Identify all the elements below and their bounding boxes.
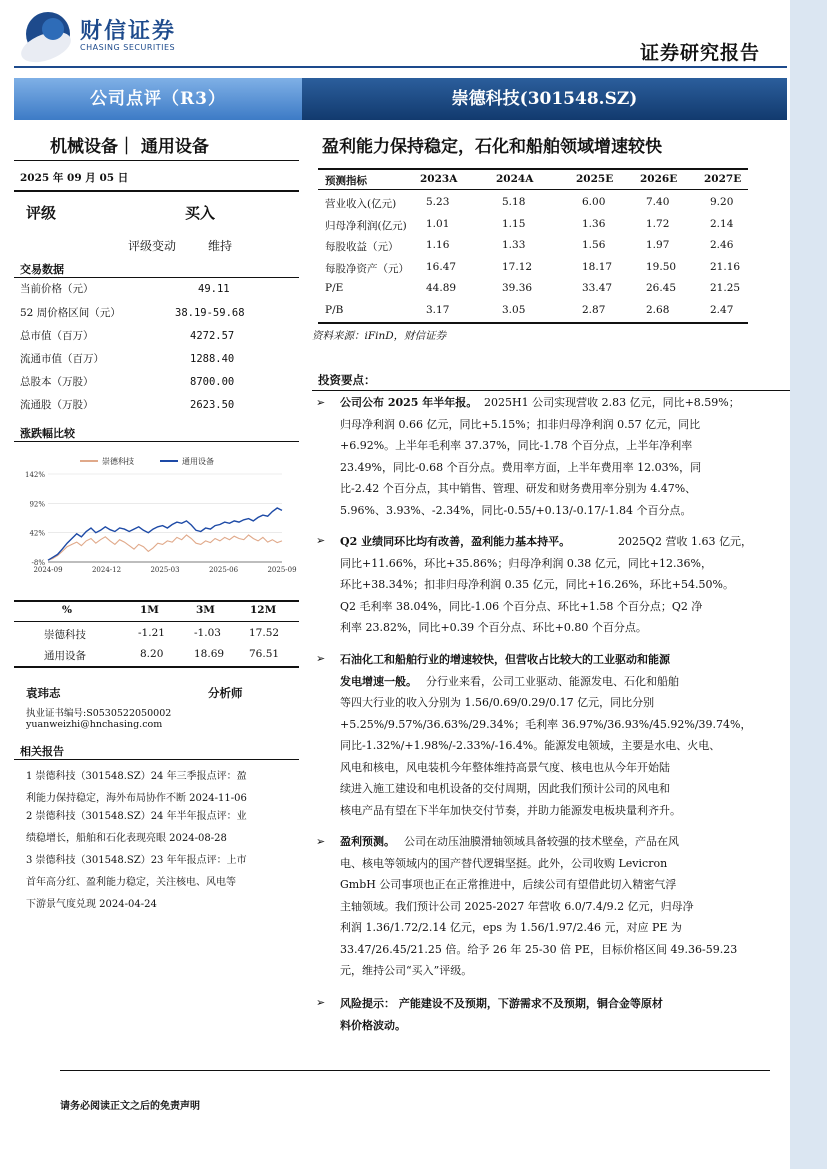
trading-value: 2623.50 bbox=[190, 399, 235, 411]
perf-cell: -1.21 bbox=[138, 627, 165, 639]
forecast-cell: 1.97 bbox=[646, 239, 670, 251]
divider bbox=[318, 322, 748, 324]
point-line: 等四大行业的收入分别为 1.56/0.69/0.29/0.17 亿元，同比分别 bbox=[340, 696, 655, 709]
forecast-cell: 1.16 bbox=[426, 239, 450, 251]
forecast-header: 预测指标 bbox=[325, 175, 367, 187]
rating-change-label: 评级变动 bbox=[128, 239, 177, 253]
x-tick-label: 2025-03 bbox=[150, 566, 180, 574]
point-line: 电、核电等领域内的国产替代逻辑坚挺。此外，公司收购 Levicron bbox=[340, 856, 668, 870]
trading-label: 流通市值（百万） bbox=[20, 353, 104, 365]
related-line[interactable]: 1 崇德科技（301548.SZ）24 年三季报点评：盈 bbox=[26, 771, 247, 782]
point-line: 同比-1.32%/+1.98%/-2.33%/-16.4%。能源发电领域，主要是水电、火电、 bbox=[340, 739, 721, 752]
arrow-icon: ➢ bbox=[316, 396, 326, 409]
forecast-header: 2024A bbox=[496, 173, 534, 185]
related-line[interactable]: 绩稳增长，船舶和石化表现亮眼 2024-08-28 bbox=[26, 833, 227, 844]
analyst-role: 分析师 bbox=[208, 686, 243, 700]
divider bbox=[14, 277, 299, 278]
point-line: 元，维持公司“买入”评级。 bbox=[340, 964, 473, 977]
analyst-email[interactable]: yuanweizhi@hnchasing.com bbox=[26, 719, 163, 730]
point-line: 同比+11.66%，环比+35.86%；归母净利润 0.38 亿元，同比+12.36%， bbox=[340, 556, 712, 570]
headline: 盈利能力保持稳定，石化和船舶领域增速较快 bbox=[322, 137, 662, 157]
perf-cell: 18.69 bbox=[194, 648, 225, 660]
forecast-cell: 18.17 bbox=[582, 260, 613, 273]
divider bbox=[14, 190, 299, 192]
point-line: 比-2.42 个百分点，其中销售、管理、研发和财务费用率分别为 4.47%、 bbox=[340, 482, 697, 495]
divider bbox=[14, 621, 299, 622]
arrow-icon: ➢ bbox=[316, 534, 326, 547]
rating-value: 买入 bbox=[185, 204, 216, 222]
forecast-cell: 19.50 bbox=[646, 260, 677, 273]
brand-name: 财信证券 bbox=[80, 19, 177, 44]
point-line: 33.47/26.45/21.25 倍。给予 26 年 25-30 倍 PE，目标价格区间 49.36-59.23 bbox=[340, 942, 738, 956]
forecast-cell: 3.05 bbox=[502, 303, 526, 316]
divider bbox=[14, 759, 299, 760]
legend-label: 崇德科技 bbox=[102, 457, 134, 466]
forecast-row-name: 每股净资产（元） bbox=[325, 262, 409, 275]
perf-header: 12M bbox=[250, 604, 277, 616]
report-type: 证券研究报告 bbox=[640, 42, 761, 64]
point-line: 续进入施工建设和电机设备的交付周期，因此我们预计公司的风电和 bbox=[340, 782, 670, 795]
forecast-row-name: 每股收益（元） bbox=[325, 241, 399, 253]
point-line: 23.49%，同比-0.68 个百分点。费用率方面，上半年费用率 12.03%，同 bbox=[340, 460, 702, 474]
forecast-header: 2025E bbox=[576, 173, 614, 185]
footer-rule bbox=[60, 1070, 770, 1071]
trading-label: 52 周价格区间（元） bbox=[20, 307, 121, 319]
x-tick-label: 2025-09 bbox=[267, 566, 297, 574]
forecast-cell: 2.14 bbox=[710, 217, 734, 230]
forecast-header: 2023A bbox=[420, 173, 458, 185]
legend-label: 通用设备 bbox=[182, 457, 214, 466]
forecast-row-name: 归母净利润(亿元) bbox=[325, 219, 407, 232]
point-line: 5.96%、3.93%、-2.34%，同比-0.55/+0.13/-0.17/-1.84 个百分点。 bbox=[340, 503, 692, 517]
point-line: GmbH 公司事项也正在正常推进中，后续公司有望借此切入精密气浮 bbox=[340, 878, 677, 891]
forecast-cell: 44.89 bbox=[426, 282, 457, 294]
trading-value: 8700.00 bbox=[190, 376, 235, 388]
point-line: Q2 毛利率 38.04%，同比-1.06 个百分点、环比+1.58 个百分点；Q2 净 bbox=[340, 599, 703, 613]
divider bbox=[14, 441, 299, 442]
point-line: 风电和核电，风电装机今年整体维持高景气度、核电也从今年开始陆 bbox=[340, 760, 670, 774]
y-tick-label: 92% bbox=[29, 500, 45, 509]
source-note: 资料来源：iFinD，财信证券 bbox=[312, 330, 447, 342]
point-line: 2025H1 公司实现营收 2.83 亿元，同比+8.59%； bbox=[484, 396, 740, 409]
perf-header: % bbox=[62, 604, 72, 616]
forecast-cell: 16.47 bbox=[426, 260, 457, 273]
divider bbox=[14, 666, 299, 668]
forecast-cell: 21.25 bbox=[710, 282, 741, 294]
perf-row-name: 通用设备 bbox=[44, 650, 86, 662]
forecast-row-name: 营业收入(亿元) bbox=[325, 198, 397, 210]
forecast-cell: 9.20 bbox=[710, 196, 734, 208]
point-line: 归母净利润 0.66 亿元，同比+5.15%；扣非归母净利润 0.57 亿元，同比 bbox=[340, 417, 701, 431]
point-line: 利率 23.82%，同比+0.39 个百分点、环比+0.80 个百分点。 bbox=[340, 621, 647, 634]
point-line: 核电产品有望在下半年加快交付节奏，并助力能源发电板块量利齐升。 bbox=[340, 803, 681, 817]
point-line: +6.92%。上半年毛利率 37.37%，同比-1.78 个百分点，上半年净利率 bbox=[340, 439, 693, 452]
trading-title: 交易数据 bbox=[20, 263, 64, 276]
perf-row-name: 崇德科技 bbox=[44, 629, 86, 641]
trading-label: 流通股（万股） bbox=[20, 399, 94, 411]
point-heading: 石油化工和船舶行业的增速较快，但营收占比较大的工业驱动和能源 bbox=[340, 653, 670, 666]
trading-value: 49.11 bbox=[198, 283, 230, 295]
series-line-2 bbox=[48, 508, 282, 560]
divider bbox=[318, 168, 748, 170]
forecast-cell: 6.00 bbox=[582, 196, 606, 208]
forecast-cell: 2.87 bbox=[582, 303, 606, 316]
arrow-icon: ➢ bbox=[316, 996, 326, 1009]
company-ticker: 崇德科技(301548.SZ) bbox=[451, 89, 638, 109]
point-heading: 发电增速一般。 bbox=[340, 674, 417, 688]
header-rule bbox=[14, 66, 787, 68]
rating-label: 评级 bbox=[26, 204, 57, 222]
forecast-cell: 1.01 bbox=[426, 217, 450, 230]
chart-title: 涨跌幅比较 bbox=[20, 427, 75, 440]
related-line[interactable]: 下游景气度兑现 2024-04-24 bbox=[26, 899, 157, 910]
forecast-cell: 21.16 bbox=[710, 260, 741, 273]
point-heading: 盈利预测。 bbox=[340, 835, 395, 848]
point-heading: 风险提示： 产能建设不及预期，下游需求不及预期，铜合金等原材 bbox=[340, 997, 663, 1010]
forecast-cell: 39.36 bbox=[502, 282, 533, 294]
trading-label: 当前价格（元） bbox=[20, 283, 94, 295]
point-line: 分行业来看，公司工业驱动、能源发电、石化和船舶 bbox=[426, 674, 679, 688]
report-date: 2025 年 09 月 05 日 bbox=[20, 172, 129, 184]
side-strip bbox=[790, 0, 827, 1169]
disclaimer-note: 请务必阅读正文之后的免责声明 bbox=[60, 1101, 200, 1112]
perf-cell: -1.03 bbox=[194, 627, 221, 639]
forecast-cell: 33.47 bbox=[582, 282, 613, 294]
forecast-cell: 1.15 bbox=[502, 217, 526, 230]
x-tick-label: 2025-06 bbox=[208, 566, 239, 574]
related-line[interactable]: 首年高分红、盈利能力稳定，关注核电、风电等 bbox=[26, 877, 236, 888]
point-line: +5.25%/9.57%/36.63%/29.34%；毛利率 36.97%/36.93%/45.92%/39.74%， bbox=[340, 717, 752, 731]
performance-chart bbox=[20, 452, 297, 584]
x-tick-label: 2024-09 bbox=[33, 566, 63, 574]
trading-value: 1288.40 bbox=[190, 353, 235, 365]
trading-label: 总市值（百万） bbox=[20, 330, 94, 342]
points-title: 投资要点： bbox=[318, 373, 376, 387]
analyst-cert: 执业证书编号:S0530522050002 bbox=[26, 708, 172, 719]
y-tick-label: -8% bbox=[31, 559, 45, 567]
y-tick-label: 42% bbox=[29, 529, 45, 538]
forecast-cell: 2.68 bbox=[646, 303, 670, 316]
forecast-cell: 1.72 bbox=[646, 217, 670, 230]
forecast-cell: 5.23 bbox=[426, 196, 450, 208]
forecast-cell: 17.12 bbox=[502, 260, 533, 273]
arrow-icon: ➢ bbox=[316, 652, 326, 665]
y-tick-label: 142% bbox=[24, 471, 45, 479]
point-heading: Q2 业绩同环比均有改善，盈利能力基本持平。 bbox=[340, 535, 571, 548]
forecast-row-name: P/E bbox=[325, 282, 344, 294]
perf-header: 3M bbox=[196, 604, 215, 616]
divider bbox=[14, 160, 299, 161]
point-line: 利润 1.36/1.72/2.14 亿元，eps 为 1.56/1.97/2.46 元，对应 PE 为 bbox=[340, 921, 682, 934]
forecast-cell: 1.56 bbox=[582, 239, 606, 251]
perf-header: 1M bbox=[140, 604, 159, 616]
perf-cell: 76.51 bbox=[249, 648, 280, 660]
forecast-cell: 1.36 bbox=[582, 217, 606, 230]
trading-value: 38.19-59.68 bbox=[175, 307, 245, 319]
rating-change-value: 维持 bbox=[208, 239, 233, 253]
forecast-cell: 26.45 bbox=[646, 282, 677, 294]
related-title: 相关报告 bbox=[20, 745, 64, 758]
point-line: 环比+38.34%；扣非归母净利润 0.35 亿元，同比+16.26%，环比+54.50%。 bbox=[340, 578, 734, 591]
forecast-row-name: P/B bbox=[325, 303, 344, 316]
forecast-cell: 5.18 bbox=[502, 196, 526, 208]
x-tick-label: 2024-12 bbox=[91, 566, 122, 574]
forecast-header: 2027E bbox=[704, 173, 742, 185]
divider bbox=[14, 600, 299, 602]
forecast-cell: 2.46 bbox=[710, 239, 734, 251]
point-line: 公司在动压油膜滑轴领域具备较强的技术壁垒，产品在风 bbox=[404, 835, 679, 848]
point-heading: 公司公布 2025 年半年报。 bbox=[340, 396, 478, 409]
arrow-icon: ➢ bbox=[316, 835, 326, 848]
perf-cell: 17.52 bbox=[249, 627, 280, 639]
divider bbox=[312, 390, 790, 391]
series-line-1 bbox=[48, 535, 282, 560]
trading-label: 总股本（万股） bbox=[20, 376, 94, 388]
forecast-cell: 2.47 bbox=[710, 303, 734, 316]
forecast-cell: 7.40 bbox=[646, 196, 670, 208]
divider bbox=[318, 189, 748, 190]
forecast-header: 2026E bbox=[640, 173, 678, 185]
analyst-name: 袁玮志 bbox=[26, 686, 61, 700]
related-line[interactable]: 3 崇德科技（301548.SZ）23 年年报点评：上市 bbox=[26, 855, 247, 866]
point-line: 2025Q2 营收 1.63 亿元， bbox=[618, 535, 752, 548]
point-heading: 料价格波动。 bbox=[340, 1018, 406, 1032]
trading-value: 4272.57 bbox=[190, 330, 235, 342]
industry-label: 机械设备｜ 通用设备 bbox=[50, 137, 209, 157]
perf-cell: 8.20 bbox=[140, 648, 164, 660]
related-line[interactable]: 利能力保持稳定，海外布局协作不断 2024-11-06 bbox=[26, 793, 247, 804]
forecast-cell: 1.33 bbox=[502, 239, 526, 251]
company-logo bbox=[26, 12, 70, 56]
brand-name-en: CHASING SECURITIES bbox=[80, 43, 176, 52]
point-line: 主轴领域。我们预计公司 2025-2027 年营收 6.0/7.4/9.2 亿元，归母净 bbox=[340, 899, 694, 913]
forecast-cell: 3.17 bbox=[426, 303, 450, 316]
related-line[interactable]: 2 崇德科技（301548.SZ）24 年半年报点评：业 bbox=[26, 811, 247, 822]
report-category: 公司点评（R3） bbox=[90, 89, 226, 109]
